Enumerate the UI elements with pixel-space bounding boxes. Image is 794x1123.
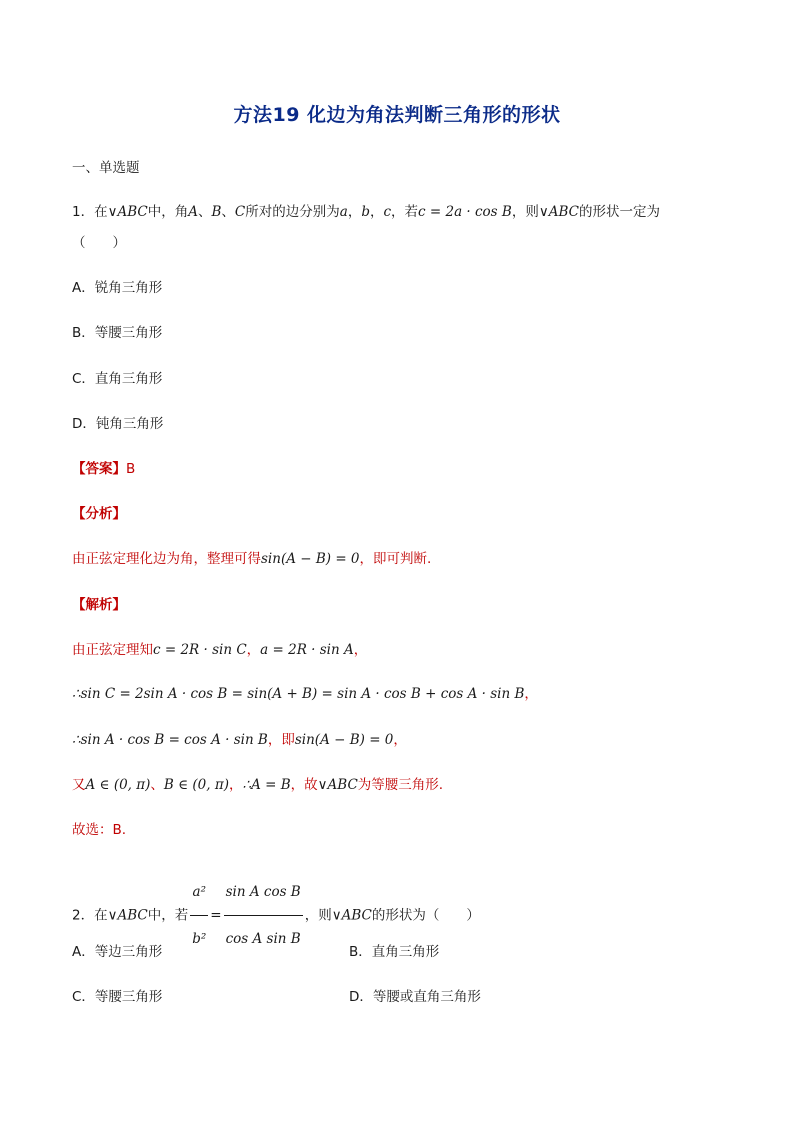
analysis-text-part: ，即可判断. — [359, 551, 432, 567]
triangle-symbol: ∨ABC — [317, 777, 358, 793]
solution-text: 、 — [150, 777, 164, 793]
solution-text: 为等腰三角形. — [357, 777, 444, 793]
triangle-symbol: ∨ABC — [331, 907, 372, 924]
solution-formula: c = 2R · sin C — [153, 642, 247, 658]
q2-stem-text: ，则 — [304, 907, 332, 924]
q1-stem-text: 的形状一定为 — [578, 204, 660, 220]
side-b: b — [361, 204, 370, 220]
angle-c: C — [234, 204, 246, 220]
analysis-label — [72, 504, 126, 524]
q2-option-a: A．等边三角形 — [72, 944, 163, 960]
question-1-stem — [72, 202, 660, 222]
q1-stem-text: ，若 — [391, 204, 419, 220]
separator: 、 — [221, 204, 235, 220]
solution-text: ， — [228, 777, 243, 793]
separator: ， — [347, 204, 362, 220]
solution-conclusion: 故选：B. — [72, 822, 127, 838]
q1-stem-text: 1．在 — [72, 204, 108, 220]
solution-text: 由正弦定理知 — [72, 642, 153, 658]
separator: ， — [369, 204, 384, 220]
analysis-tag: 【分析】 — [72, 506, 126, 522]
solution-formula: ∴A = B — [242, 777, 291, 793]
q2-stem-text: 的形状为（ ） — [371, 907, 480, 924]
solution-text: ， — [353, 642, 368, 658]
solution-formula: ∴sin A · cos B = cos A · sin B — [72, 732, 268, 748]
solution-tag: 【解析】 — [72, 597, 126, 613]
q2-stem-text: 中，若 — [147, 907, 189, 924]
fraction-numerator: a² — [190, 870, 208, 916]
triangle-symbol: ∨ABC — [107, 204, 148, 220]
q2-options-row-1 — [72, 942, 722, 962]
solution-formula: a = 2R · sin A — [260, 642, 354, 658]
solution-formula: A ∈ (0, π) — [85, 777, 151, 793]
angle-a: A — [188, 204, 198, 220]
solution-line-2 — [72, 684, 538, 704]
angle-b: B — [211, 204, 222, 220]
solution-line-1 — [72, 640, 367, 660]
q1-option-b: B．等腰三角形 — [72, 325, 163, 341]
solution-text: ， — [524, 686, 538, 702]
solution-line-3 — [72, 730, 407, 750]
fraction-denominator: cos A sin B — [225, 931, 301, 947]
answer-label: 【答案】 — [72, 461, 126, 477]
analysis-formula: sin(A − B) = 0 — [261, 551, 360, 567]
triangle-symbol: ∨ABC — [538, 204, 579, 220]
q2-option-b: B．直角三角形 — [349, 944, 440, 960]
section-heading: 一、单选题 — [72, 160, 140, 176]
solution-text: ，故 — [290, 777, 318, 793]
separator: 、 — [197, 204, 212, 220]
solution-text: ，即 — [267, 732, 295, 748]
q1-option-c: C．直角三角形 — [72, 371, 163, 387]
side-a: a — [339, 204, 348, 220]
triangle-symbol: ∨ABC — [107, 907, 148, 924]
solution-line-4 — [72, 775, 443, 795]
answer-line — [72, 459, 135, 479]
answer-blank: （ ） — [72, 235, 126, 251]
solution-text: ， — [393, 732, 407, 748]
page-title: 方法19 化边为角法判断三角形的形状 — [233, 104, 561, 126]
q1-stem-text: 中，角 — [147, 204, 189, 220]
answer-value: B — [126, 461, 136, 477]
q2-stem-text: 2．在 — [72, 907, 108, 924]
q1-option-a: A．锐角三角形 — [72, 280, 163, 296]
solution-formula: ∴sin C = 2sin A · cos B = sin(A + B) = sin A · cos B + cos A · sin B — [72, 686, 525, 702]
equals-sign: = — [210, 907, 222, 924]
q2-option-d: D．等腰或直角三角形 — [349, 989, 481, 1005]
solution-text: ， — [246, 642, 261, 658]
q1-condition-formula: c = 2a · cos B — [418, 204, 512, 220]
analysis-text — [72, 549, 431, 569]
fraction-denominator: b² — [192, 931, 207, 947]
side-c: c — [383, 204, 392, 220]
q1-option-d: D．钝角三角形 — [72, 416, 164, 432]
q1-stem-text: ，则 — [511, 204, 539, 220]
solution-formula: B ∈ (0, π) — [163, 777, 229, 793]
q1-stem-text: 所对的边分别为 — [245, 204, 340, 220]
analysis-text-part: 由正弦定理化边为角，整理可得 — [72, 551, 261, 567]
q2-options-row-2 — [72, 987, 722, 1007]
fraction-numerator: sin A cos B — [224, 870, 303, 916]
solution-formula: sin(A − B) = 0 — [294, 732, 394, 748]
q2-option-c: C．等腰三角形 — [72, 989, 163, 1005]
solution-text: 又 — [72, 777, 86, 793]
solution-label — [72, 595, 126, 615]
